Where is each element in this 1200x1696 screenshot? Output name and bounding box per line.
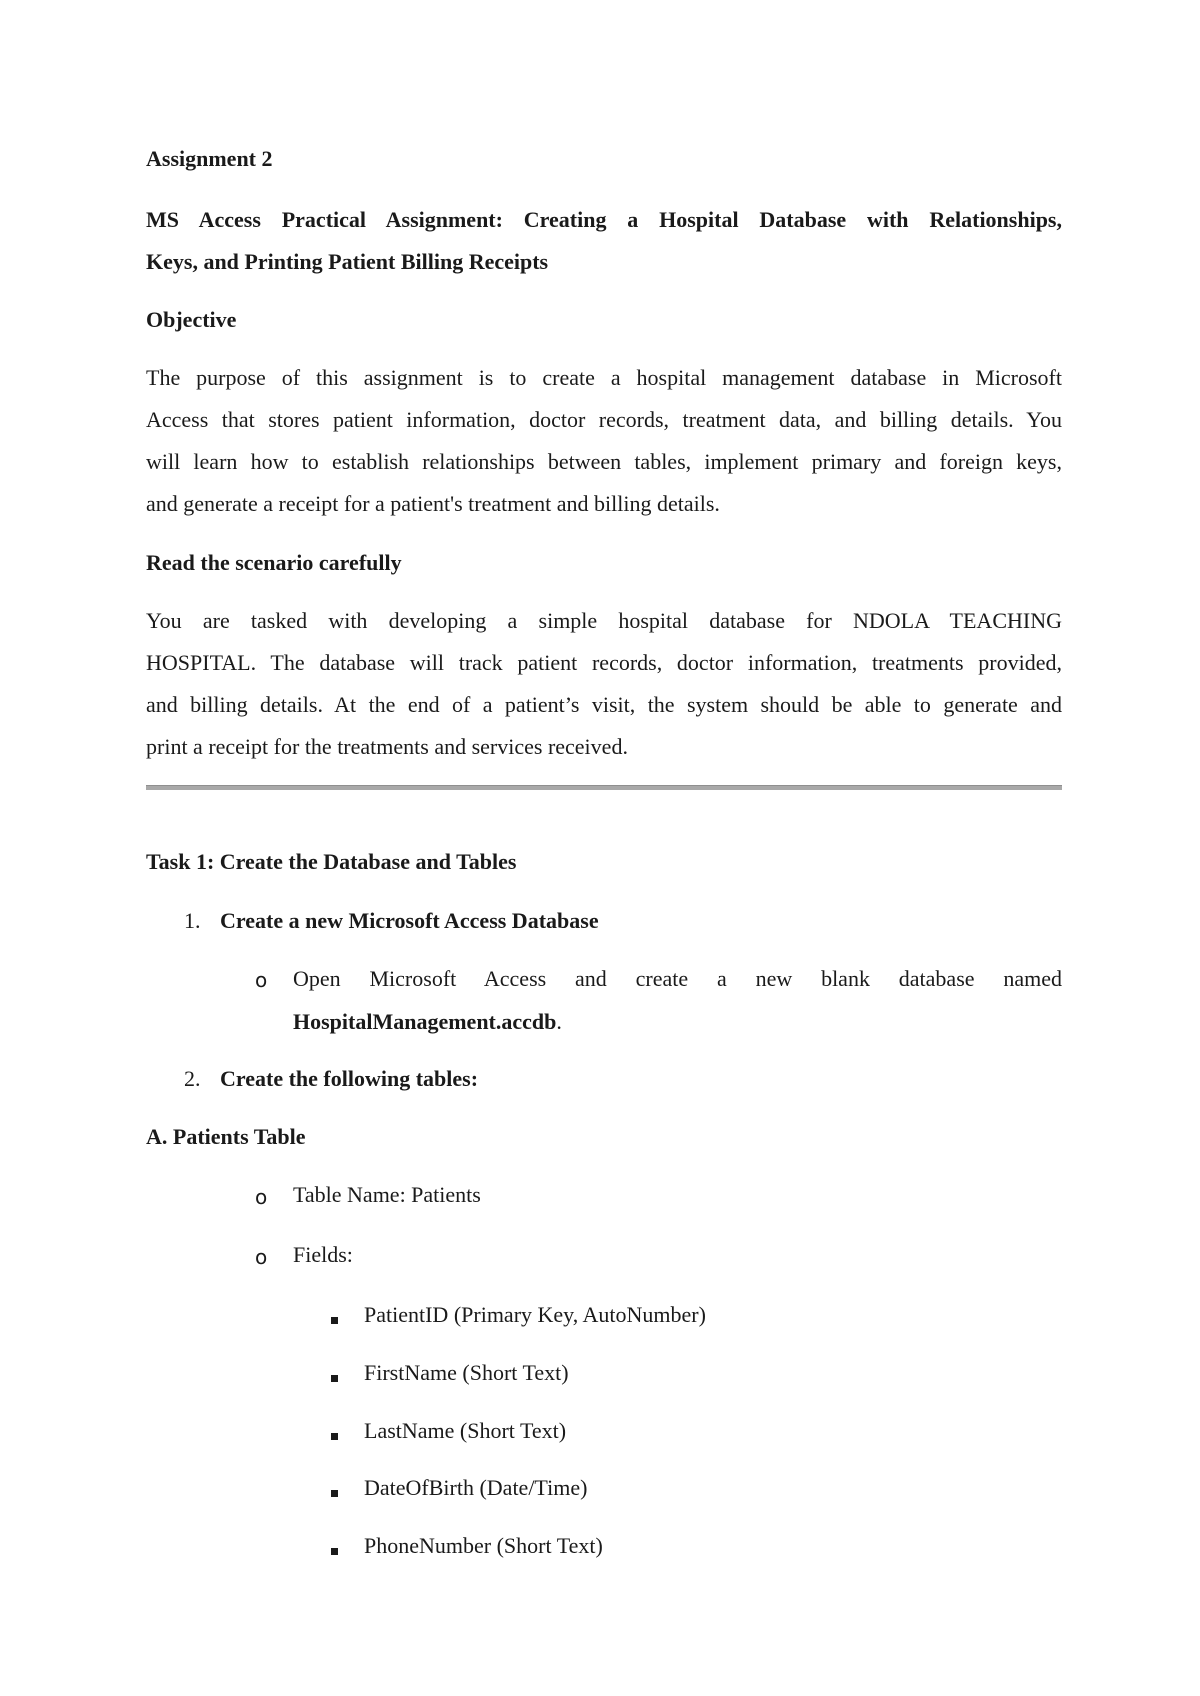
objective-line-1: The purpose of this assignment is to create a hospital management database in Microsoft [146, 365, 1062, 390]
document-title [146, 199, 1062, 283]
square-bullet-icon [331, 1375, 338, 1382]
scenario-line-2: HOSPITAL. The database will track patient records, doctor information, treatments provided, [146, 650, 1062, 675]
table-name-text: Table Name: Patients [293, 1182, 481, 1207]
horizontal-divider [146, 785, 1062, 790]
scenario-line-3: and billing details. At the end of a patient’s visit, the system should be able to generate and [146, 692, 1062, 717]
field-item: FirstName (Short Text) [364, 1360, 569, 1385]
square-bullet-icon [331, 1433, 338, 1440]
square-bullet-icon [331, 1490, 338, 1497]
fields-label: Fields: [293, 1242, 353, 1267]
scenario-line-1: You are tasked with developing a simple hospital database for NDOLA TEACHING [146, 608, 1062, 633]
objective-line-4: and generate a receipt for a patient's treatment and billing details. [146, 491, 720, 516]
circle-bullet-icon: o [255, 968, 268, 992]
objective-heading: Objective [146, 307, 237, 332]
field-item: PatientID (Primary Key, AutoNumber) [364, 1302, 706, 1327]
assignment-label: Assignment 2 [146, 146, 273, 171]
field-item: LastName (Short Text) [364, 1418, 567, 1443]
objective-line-3: will learn how to establish relationships between tables, implement primary and foreign keys, [146, 449, 1062, 474]
objective-line-2: Access that stores patient information, doctor records, treatment data, and billing details. You [146, 407, 1062, 432]
objective-paragraph [146, 357, 1062, 525]
step1-number: 1. [184, 908, 201, 933]
circle-bullet-icon: o [255, 1245, 268, 1269]
scenario-line-4: print a receipt for the treatments and services received. [146, 734, 628, 759]
scenario-paragraph [146, 600, 1062, 768]
database-filename-period: . [556, 1009, 562, 1034]
step2-number: 2. [184, 1066, 201, 1091]
step1-label: Create a new Microsoft Access Database [220, 908, 599, 933]
database-filename: HospitalManagement.accdb [293, 1009, 557, 1034]
field-item: DateOfBirth (Date/Time) [364, 1475, 588, 1500]
title-line-2: Keys, and Printing Patient Billing Receipts [146, 249, 549, 274]
square-bullet-icon [331, 1548, 338, 1555]
patients-table-heading: A. Patients Table [146, 1124, 306, 1149]
circle-bullet-icon: o [255, 1185, 268, 1209]
step1-bullet-line-2 [293, 1009, 562, 1035]
task1-heading: Task 1: Create the Database and Tables [146, 849, 517, 874]
step2-label: Create the following tables: [220, 1066, 479, 1091]
title-line-1: MS Access Practical Assignment: Creating a Hospital Database with Relationships, [146, 207, 1062, 232]
square-bullet-icon [331, 1317, 338, 1324]
field-item: PhoneNumber (Short Text) [364, 1533, 603, 1558]
step1-bullet-line-1: Open Microsoft Access and create a new blank database named [293, 966, 1062, 991]
scenario-heading: Read the scenario carefully [146, 550, 402, 575]
